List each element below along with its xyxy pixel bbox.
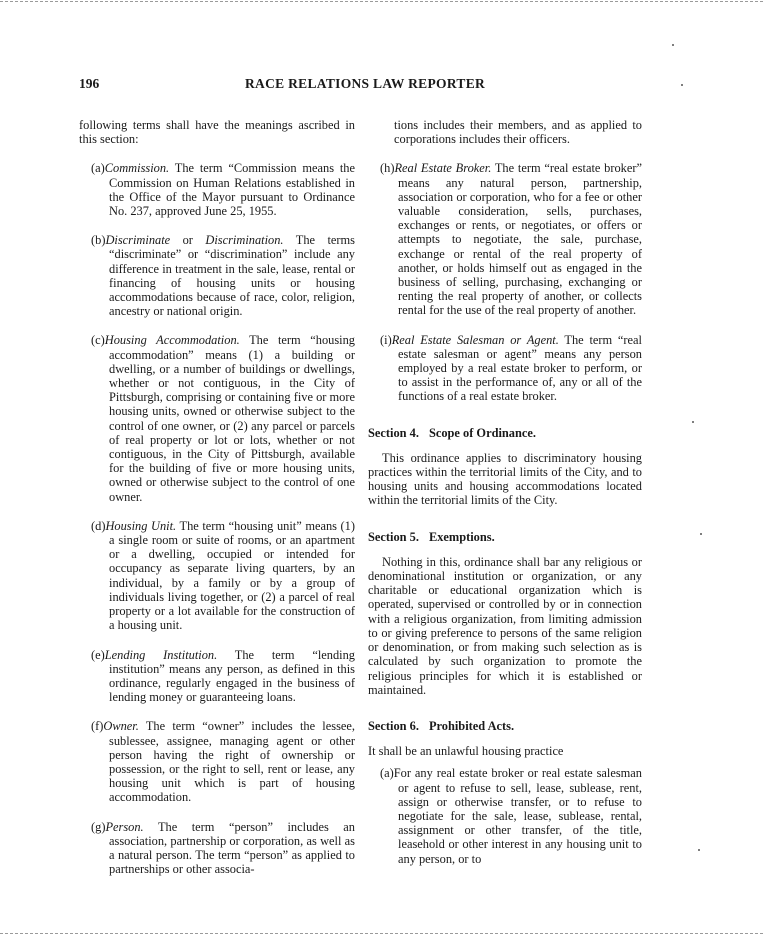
page-header — [79, 76, 659, 96]
section-5-body: Nothing in this, ordinance shall bar any religious or denominational institution or organization, or any charitable or educational organization which is operated, supervised or controlled by or in connection with a religious organization, from limiting admission to or giving preference to persons of the same religion or denomination, or from making such selection as is calculated by such organization to promote the religious principles for which it is established or maintained. — [368, 554, 642, 697]
definition-real-estate-salesman: (i)Real Estate Salesman or Agent. The term “real estate salesman or agent” means any person employed by a real estate broker to perform, or to assist in the performance of, any or all of the functions of a real estate broker. — [380, 332, 643, 404]
definition-person: (g)Person. The term “person” includes an association, partnership or corporation, as well as a natural person. The term “person” as applied to partnerships or other associa- — [91, 819, 355, 877]
section-6-intro: It shall be an unlawful housing practice — [368, 744, 564, 759]
bottom-scan-edge — [0, 933, 763, 934]
scan-speck — [698, 849, 700, 851]
definition-lending-institution: (e)Lending Institution. The term “lending institution” means any person, as defined in this ordinance, regularly engaged in the business of lending money or guaranteeing loans. — [91, 647, 355, 705]
right-column — [368, 118, 642, 881]
scan-speck — [672, 44, 674, 46]
definition-commission: (a)Commission. The term “Commission means the Commission on Human Relations established in the Office of the Mayor pursuant to Ordinance No. 237, approved June 25, 1955. — [91, 161, 355, 219]
page-number: 196 — [79, 76, 100, 91]
scan-speck — [692, 421, 694, 423]
definition-discrimination: (b)Discriminate or Discrimination. The terms “discriminate” or “discrimination” include any difference in treatment in the sale, lease, rental or financing of housing units or housing accommodations because of race, color, religion, ancestry or national origin. — [91, 233, 355, 319]
section-5-heading: Section 5. Exemptions. — [368, 529, 495, 544]
definition-real-estate-broker: (h)Real Estate Broker. The term “real estate broker” means any natural person, partnership, association or corporation, who for a fee or other valuable consideration, sells, purchases, exchanges or rents, or negotiates, or offers or attempts to negotiate, the sale, purchase, exchange or rental of the real property of another, or holds himself out as engaged in the business of selling, purchasing, exchanging or renting the real property of another, or collects rental for the use of the real property of another. — [380, 161, 642, 318]
section-4-body: This ordinance applies to discriminatory housing practices within the territorial limits of the City, and to housing units and housing accommodations located within the territorial limits of the City. — [368, 450, 642, 508]
definition-person-continued: tions includes their members, and as applied to corporations includes their officers. — [394, 118, 642, 147]
section-4-heading: Section 4. Scope of Ordinance. — [368, 425, 536, 440]
section-6-item-a: (a)For any real estate broker or real estate salesman or agent to refuse to sell, lease, sublease, rent, assign or otherwise transfer, or to refuse to negotiate for the sale, lease, sublease, rental, assignment or other transfer, of the title, leasehold or other interest in any housing unit to any person, or to — [380, 766, 642, 866]
definition-housing-unit: (d)Housing Unit. The term “housing unit” means (1) a single room or suite of rooms, or an apartment or a dwelling, occupied or intended for occupancy as separate living quarters, by an individual, by a family or by a group of individuals living together, or (2) a parcel of real property or a lot available for the construction of a housing unit. — [91, 518, 355, 633]
scan-speck — [681, 84, 683, 86]
section-6-heading: Section 6. Prohibited Acts. — [368, 718, 515, 733]
scan-speck — [700, 533, 702, 535]
left-column — [79, 118, 355, 891]
running-head: RACE RELATIONS LAW REPORTER — [245, 76, 486, 91]
definition-housing-accommodation: (c)Housing Accommodation. The term “housing accommodation” means (1) a building or dwelling, or a number of buildings or dwellings, whether or not contiguous, in the City of Pittsburgh, comprising or containing five or more housing units, owned or otherwise subject to the control of one owner, or (2) any parcel or parcels of real property or lot or lots, whether or not contiguous, in the City of Pittsburgh, available for the building of five or more housing units, owned or otherwise subject to the control of one owner. — [91, 333, 355, 504]
top-scan-edge — [0, 1, 763, 2]
definition-owner: (f)Owner. The term “owner” includes the lessee, sublessee, assignee, managing agent or other person having the right of ownership or possession, or the right to sell, rent or lease, any housing unit which is part of housing accommodation. — [91, 719, 355, 805]
intro-text: following terms shall have the meanings ascribed in this section: — [79, 118, 355, 147]
